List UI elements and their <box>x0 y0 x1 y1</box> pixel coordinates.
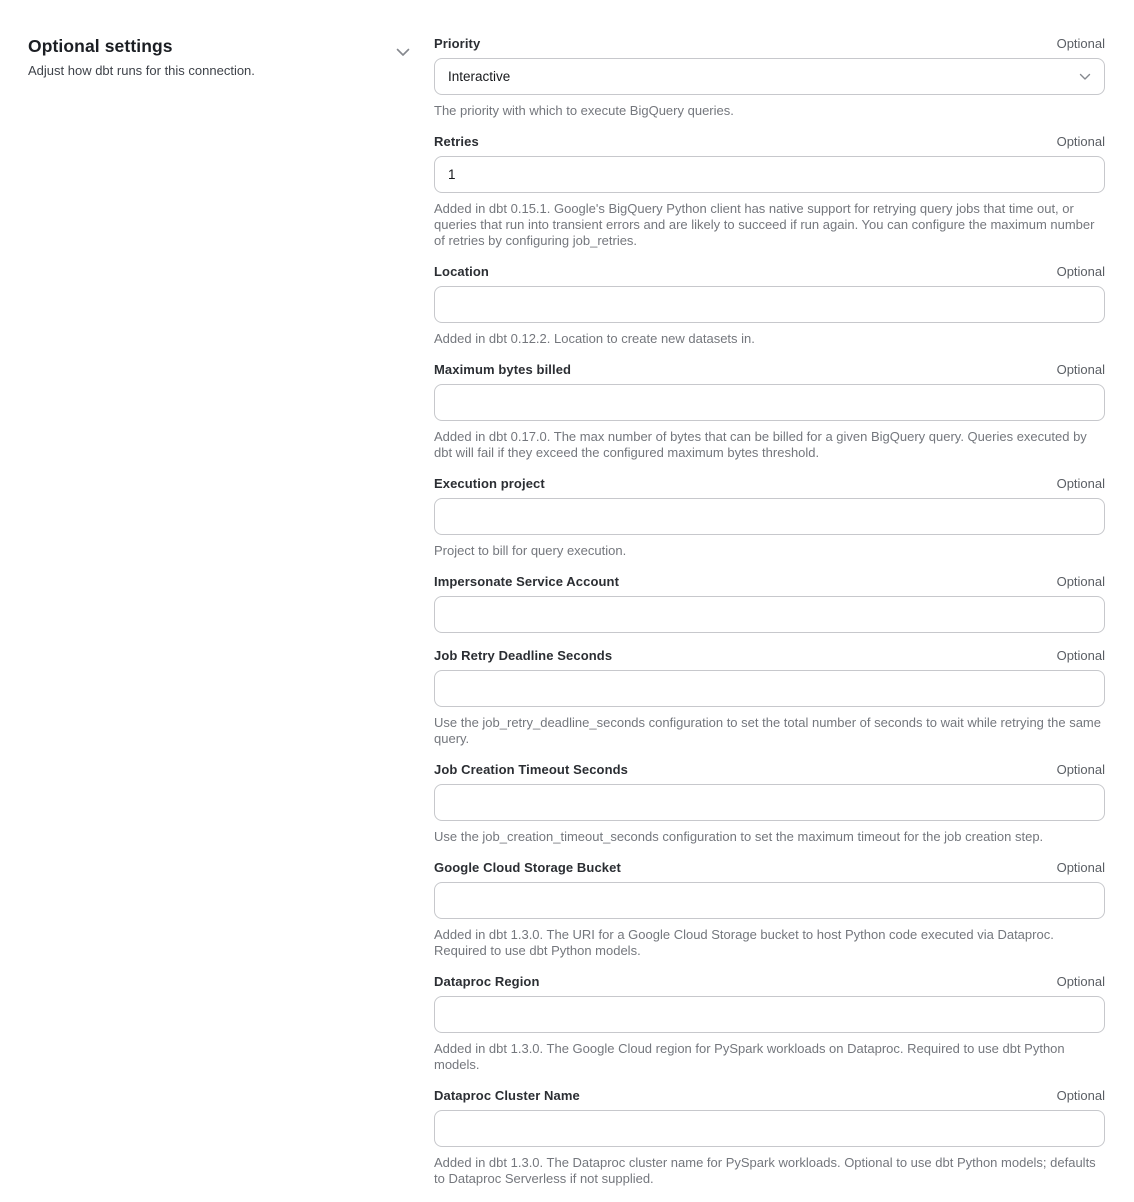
field-optional-badge: Optional <box>1056 475 1105 491</box>
field-optional-badge: Optional <box>1056 859 1105 875</box>
field-optional-badge: Optional <box>1056 1087 1105 1103</box>
field-optional-badge: Optional <box>1056 133 1105 149</box>
field-helper: Added in dbt 1.3.0. The Dataproc cluster name for PySpark workloads. Optional to use dbt Python models; defaults to Dataproc Serverless if not supplied. <box>434 1154 1096 1186</box>
field-header <box>434 476 1105 491</box>
field-retries <box>434 134 1105 249</box>
execution-project-input[interactable] <box>434 498 1105 535</box>
impersonate-service-account-input[interactable] <box>434 596 1105 633</box>
field-helper: Use the job_creation_timeout_seconds configuration to set the maximum timeout for the job creation step. <box>434 828 1044 844</box>
job-creation-timeout-seconds-input[interactable] <box>434 784 1105 821</box>
field-helper: Added in dbt 0.17.0. The max number of bytes that can be billed for a given BigQuery query. Queries executed by dbt will fail if they exceed the configured maximum bytes threshold. <box>434 428 1087 460</box>
retries-input[interactable] <box>434 156 1105 193</box>
field-label: Maximum bytes billed <box>434 361 572 377</box>
field-header <box>434 974 1105 989</box>
field-optional-badge: Optional <box>1056 647 1105 663</box>
select-value: Interactive <box>448 69 511 84</box>
field-location <box>434 264 1105 347</box>
field-execution-project <box>434 476 1105 559</box>
location-input[interactable] <box>434 286 1105 323</box>
priority-select[interactable] <box>434 58 1105 95</box>
field-header <box>434 36 1105 51</box>
dataproc-region-input[interactable] <box>434 996 1105 1033</box>
field-optional-badge: Optional <box>1056 573 1105 589</box>
section-descriptor <box>0 0 434 1202</box>
field-header <box>434 1088 1105 1103</box>
field-optional-badge: Optional <box>1056 761 1105 777</box>
field-header <box>434 648 1105 663</box>
field-label: Job Retry Deadline Seconds <box>434 647 613 663</box>
field-label: Google Cloud Storage Bucket <box>434 859 621 875</box>
field-helper: The priority with which to execute BigQuery queries. <box>434 103 734 118</box>
google-cloud-storage-bucket-input[interactable] <box>434 882 1105 919</box>
field-helper: Added in dbt 0.15.1. Google's BigQuery Python client has native support for retrying query jobs that time out, or queries that run into transient errors and are likely to succeed if run again. You can configure the maximum number of retries by configuring job_retries. <box>434 200 1095 248</box>
field-label: Dataproc Cluster Name <box>434 1087 580 1103</box>
job-retry-deadline-seconds-input[interactable] <box>434 670 1105 707</box>
section-subtitle: Adjust how dbt runs for this connection. <box>28 62 255 78</box>
field-helper: Added in dbt 1.3.0. The URI for a Google Cloud Storage bucket to host Python code executed via Dataproc. Required to use dbt Python models. <box>434 926 1054 958</box>
section-collapse-button[interactable] <box>394 46 412 59</box>
field-label: Job Creation Timeout Seconds <box>434 761 628 777</box>
field-label: Dataproc Region <box>434 973 540 989</box>
field-maximum-bytes-billed <box>434 362 1105 461</box>
field-optional-badge: Optional <box>1056 36 1105 51</box>
field-label: Impersonate Service Account <box>434 573 620 589</box>
field-impersonate-service-account <box>434 574 1105 633</box>
field-optional-badge: Optional <box>1056 973 1105 989</box>
chevron-down-icon <box>396 48 410 57</box>
field-header <box>434 264 1105 279</box>
field-label: Execution project <box>434 475 545 491</box>
field-helper: Use the job_retry_deadline_seconds configuration to set the total number of seconds to wait while retrying the same query. <box>434 714 1101 746</box>
section-heading-block <box>28 36 255 79</box>
field-helper: Project to bill for query execution. <box>434 542 627 558</box>
chevron-down-icon <box>1079 73 1091 81</box>
field-dataproc-region <box>434 974 1105 1073</box>
field-dataproc-cluster-name <box>434 1088 1105 1187</box>
maximum-bytes-billed-input[interactable] <box>434 384 1105 421</box>
field-helper: Added in dbt 0.12.2. Location to create new datasets in. <box>434 330 755 346</box>
field-optional-badge: Optional <box>1056 361 1105 377</box>
field-priority <box>434 36 1105 119</box>
field-header <box>434 574 1105 589</box>
form-fields <box>434 0 1105 1202</box>
field-helper: Added in dbt 1.3.0. The Google Cloud region for PySpark workloads on Dataproc. Required to use dbt Python models. <box>434 1040 1065 1072</box>
field-optional-badge: Optional <box>1056 263 1105 279</box>
field-google-cloud-storage-bucket <box>434 860 1105 959</box>
field-label: Retries <box>434 133 479 149</box>
dataproc-cluster-name-input[interactable] <box>434 1110 1105 1147</box>
field-job-retry-deadline-seconds <box>434 648 1105 747</box>
section-title: Optional settings <box>28 36 173 56</box>
field-label: Location <box>434 263 489 279</box>
field-label: Priority <box>434 36 481 51</box>
field-header <box>434 860 1105 875</box>
field-header <box>434 134 1105 149</box>
field-job-creation-timeout-seconds <box>434 762 1105 845</box>
field-header <box>434 762 1105 777</box>
field-header <box>434 362 1105 377</box>
